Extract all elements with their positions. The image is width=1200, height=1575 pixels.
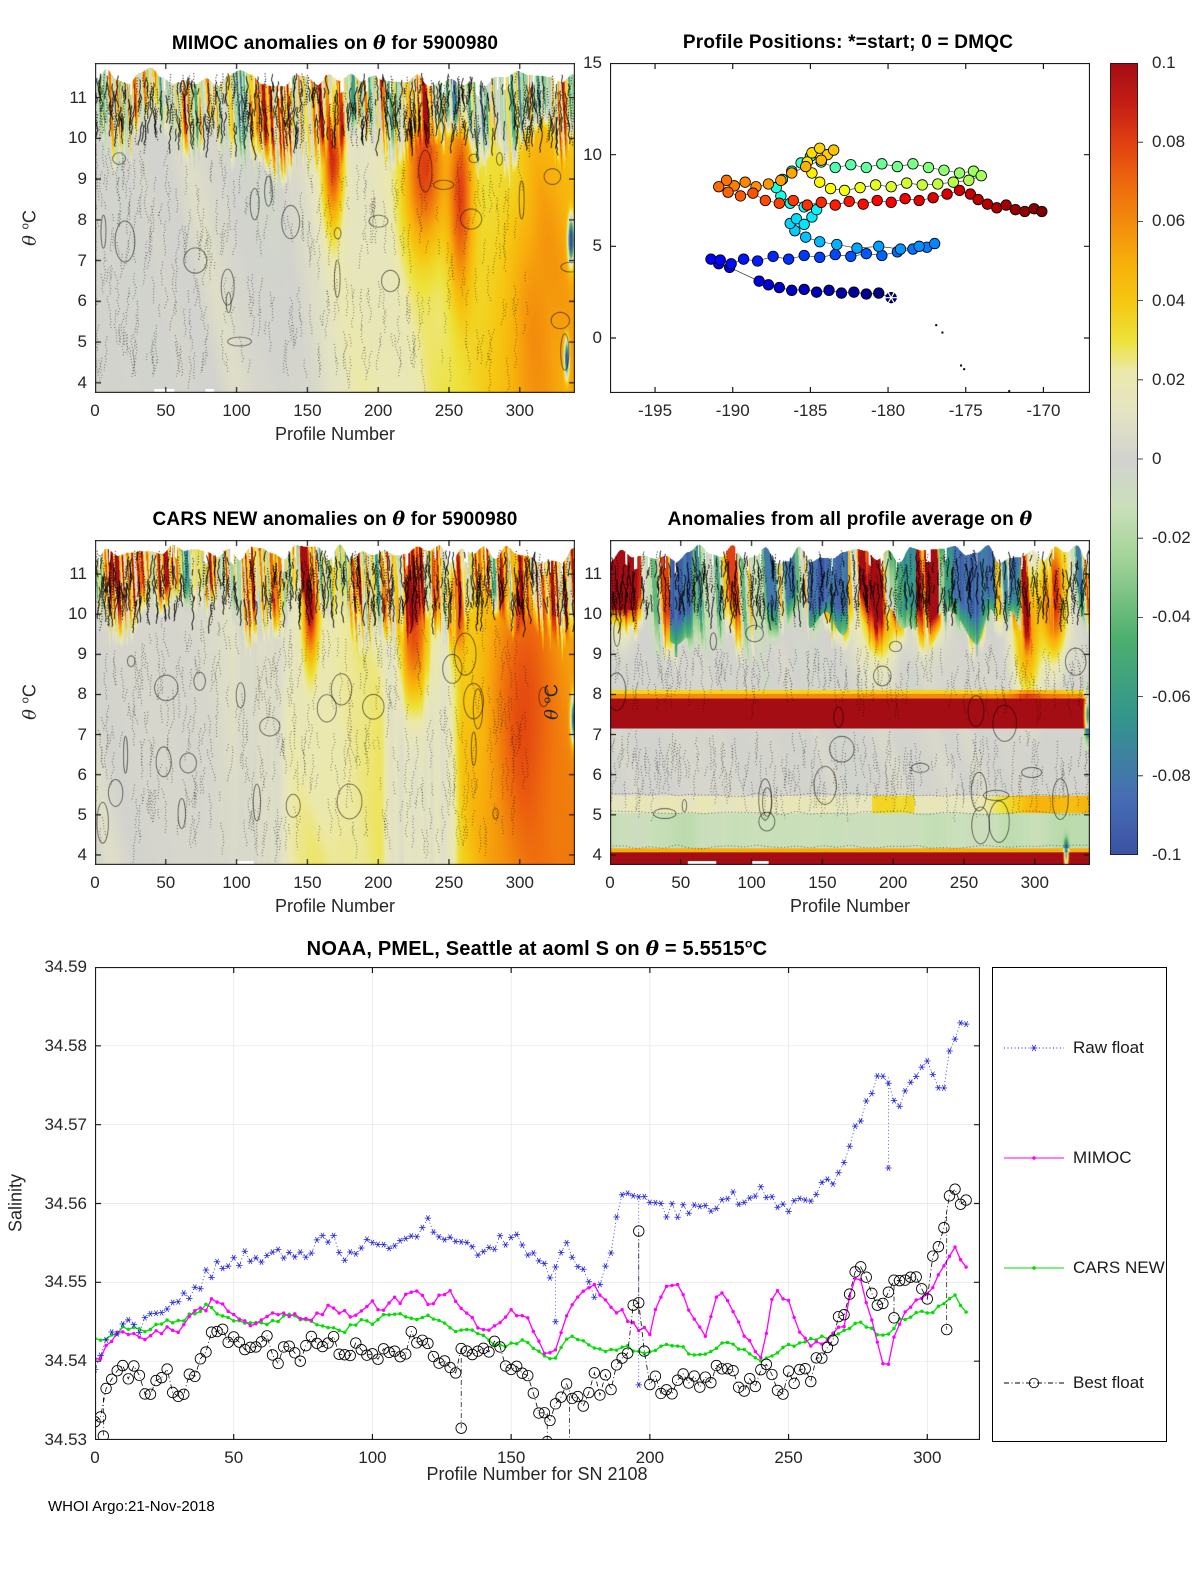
y-tick-label: 11 [69,564,87,584]
allavg-heatmap-canvas [610,540,1090,865]
x-tick-label: 150 [293,401,322,420]
x-tick-label: 0 [90,401,100,420]
title-part: Profile Positions: *=start; 0 = DMQC [682,32,1014,53]
title-part: θ [1019,508,1033,530]
ylabel-mimoc [20,210,41,246]
y-tick-label: 11 [584,564,602,584]
title-part: θ [19,229,41,246]
y-tick-label: 34.54 [44,1351,87,1371]
x-tick-label: -190 [715,401,750,420]
y-tick-label: 9 [592,644,602,664]
legend-item-cars-new [1003,1258,1165,1278]
y-tick-label: 4 [77,372,87,392]
xlabel-mimoc: Profile Number [274,424,396,444]
legend-label: MIMOC [1073,1148,1132,1167]
ylabel-cars [20,684,41,720]
y-tick-label: 10 [583,604,602,624]
colorbar-tick-label: -0.1 [1152,845,1182,864]
panel-title-mimoc [172,32,498,55]
y-tick-label: 34.58 [44,1035,87,1055]
title-part: NOAA, PMEL, Seattle at aoml S on [306,938,646,960]
x-tick-label: 200 [363,401,393,420]
colorbar-tick-label: 0.1 [1152,53,1176,72]
ylabel-allavg [542,684,563,720]
panel-title-positions [683,32,1013,54]
title-part: θ [392,508,406,530]
colorbar-tick-label: -0.04 [1152,607,1191,627]
x-tick-label: 0 [605,873,615,892]
y-tick-label: 5 [592,804,602,824]
y-tick-label: 34.55 [44,1272,87,1292]
y-tick-label: 5 [77,804,87,824]
x-tick-label: 50 [671,873,691,892]
x-tick-label: -180 [871,401,906,420]
y-tick-label: 7 [77,250,87,270]
cars-heatmap-canvas [95,540,575,865]
x-tick-label: 250 [774,1448,803,1467]
x-tick-label: 300 [1020,873,1049,892]
title-part: = 5.5515 [659,938,745,960]
x-tick-label: 50 [156,873,176,892]
legend-label: CARS NEW [1073,1258,1165,1277]
colorbar-tick-label: -0.06 [1152,686,1191,706]
title-part: for 5900980 [385,33,499,54]
legend-sample-circle-icon [1003,1374,1065,1392]
title-part: θ [19,703,41,720]
y-tick-label: 34.53 [44,1430,87,1449]
y-tick-label: 5 [592,236,602,256]
legend-sample-asterisk-icon [1003,1039,1065,1057]
y-tick-label: 0 [592,328,602,347]
x-tick-label: 300 [505,401,534,420]
y-tick-label: 8 [77,684,87,704]
title-part: C [752,938,768,960]
colorbar-tick-label: -0.08 [1152,765,1191,785]
title-part: o [19,223,32,230]
x-tick-label: 200 [635,1448,665,1467]
y-tick-label: 34.57 [44,1114,87,1134]
panel-title-salinity [307,936,768,961]
x-tick-label: 100 [222,873,251,892]
x-tick-label: 0 [90,873,100,892]
x-tick-label: -170 [1026,401,1061,420]
title-part: MIMOC anomalies on [171,33,374,54]
x-tick-label: 150 [808,873,837,892]
x-tick-label: 100 [358,1448,387,1467]
x-tick-label: 200 [363,873,393,892]
colorbar-canvas [1110,63,1146,855]
panel-title-allavg [668,508,1033,531]
y-tick-label: 6 [77,291,87,311]
title-part: C [19,210,40,224]
x-tick-label: -175 [948,401,983,420]
colorbar-tick-label: 0.08 [1152,132,1186,152]
x-tick-label: 0 [90,1448,100,1467]
y-tick-label: 15 [583,53,602,72]
legend-sample-dot-icon [1003,1259,1065,1277]
x-tick-label: 50 [224,1448,244,1467]
xlabel-salinity: Profile Number for SN 2108 [426,1464,648,1484]
x-tick-label: 50 [156,401,176,420]
x-tick-label: 250 [434,873,464,892]
x-tick-label: 100 [222,401,251,420]
salinity-chart-canvas [95,967,980,1440]
title-part: CARS NEW anomalies on [152,509,393,530]
title-part: o [19,697,32,704]
y-tick-label: 7 [77,724,87,744]
title-part: C [19,684,40,698]
xlabel-cars: Profile Number [274,896,396,916]
y-tick-label: 10 [68,604,87,624]
y-tick-label: 8 [77,209,87,229]
y-tick-label: 4 [77,844,87,864]
ylabel-salinity: Salinity [5,1173,26,1233]
legend-item-mimoc [1003,1148,1132,1168]
y-tick-label: 34.59 [44,957,87,976]
profile-positions-canvas [610,63,1090,393]
title-part: θ [541,703,563,720]
legend-item-raw-float [1003,1038,1144,1058]
title-part: θ [373,32,386,54]
legend-sample-dot-icon [1003,1149,1065,1167]
x-tick-label: 200 [878,873,908,892]
title-part: C [541,684,562,698]
legend-label: Raw float [1073,1038,1144,1057]
x-tick-label: 250 [434,401,464,420]
legend-label: Best float [1073,1373,1144,1392]
y-tick-label: 10 [583,144,602,164]
y-tick-label: 5 [77,332,87,352]
title-part: o [541,697,554,704]
footer-text: WHOI Argo:21-Nov-2018 [48,1498,215,1515]
title-part: Anomalies from all profile average on [667,509,1020,530]
title-part: θ [645,936,660,960]
xlabel-allavg: Profile Number [789,896,911,916]
legend-box [992,967,1167,1442]
colorbar-tick-label: 0.06 [1152,211,1186,231]
y-tick-label: 6 [592,764,602,784]
x-tick-label: 150 [293,873,322,892]
y-tick-label: 8 [592,684,602,704]
legend-item-best-float [1003,1373,1144,1393]
y-tick-label: 10 [68,128,87,148]
panel-title-cars [153,508,518,531]
y-tick-label: 9 [77,169,87,189]
x-tick-label: 250 [949,873,979,892]
x-tick-label: -185 [793,401,828,420]
y-tick-label: 4 [592,844,602,864]
y-tick-label: 11 [69,87,87,107]
colorbar-tick-label: 0.02 [1152,369,1186,389]
colorbar-tick-label: 0.04 [1152,290,1186,310]
y-tick-label: 6 [77,764,87,784]
title-part: for 5900980 [405,509,518,530]
mimoc-heatmap-canvas [95,63,575,393]
title-part: o [744,936,753,951]
x-tick-label: 300 [505,873,534,892]
colorbar-tick-label: -0.02 [1152,528,1191,548]
x-tick-label: 100 [737,873,766,892]
x-tick-label: 300 [913,1448,942,1467]
y-tick-label: 7 [592,724,602,744]
x-tick-label: -195 [638,401,673,420]
y-tick-label: 9 [77,644,87,664]
y-tick-label: 34.56 [44,1193,87,1213]
colorbar-tick-label: 0 [1152,449,1162,468]
x-tick-label: 150 [496,1448,526,1467]
